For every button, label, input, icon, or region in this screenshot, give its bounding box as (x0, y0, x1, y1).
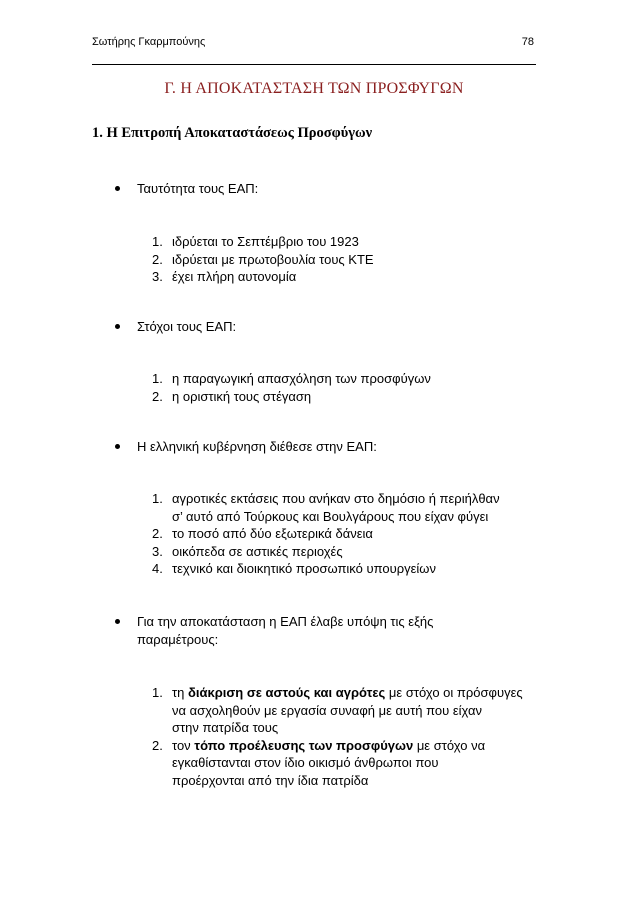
list-item: 1. η παραγωγική απασχόληση των προσφύγων (152, 371, 431, 386)
numbered-list (152, 684, 523, 789)
bullet-text: Ταυτότητα τους ΕΑΠ: (137, 181, 259, 196)
header-page-number: 78 (521, 36, 534, 48)
list-item-continuation: στην πατρίδα τους (172, 720, 279, 735)
list-item: 1. αγροτικές εκτάσεις που ανήκαν στο δημόσιο ή περιήλθαν (152, 491, 500, 506)
header-divider (92, 64, 536, 65)
list-item: 1. τη διάκριση σε αστούς και αγρότες με στόχο οι πρόσφυγες (152, 685, 523, 700)
list-item-continuation: εγκαθίστανται στον ίδιο οικισμό άνθρωποι που (172, 755, 439, 770)
list-item: 2. το ποσό από δύο εξωτερικά δάνεια (152, 526, 373, 541)
list-item-continuation: να ασχοληθούν με εργασία συναφή με αυτή που είχαν (172, 702, 483, 718)
list-item: 2. ιδρύεται με πρωτοβουλία τους ΚΤΕ (152, 251, 374, 267)
list-item: 3. οικόπεδα σε αστικές περιοχές (152, 543, 343, 559)
header-author: Σωτήρης Γκαρμπούνης (92, 36, 206, 48)
bullet-text-line2: παραμέτρους: (137, 632, 219, 647)
bullet-text-line1: Για την αποκατάσταση η ΕΑΠ έλαβε υπόψη τις εξής (137, 614, 434, 629)
list-item: 2. η οριστική τους στέγαση (152, 388, 312, 404)
emphasis-text: τόπο προέλευσης των προσφύγων (194, 737, 414, 753)
bullet-dot (115, 324, 120, 329)
list-item: 3. έχει πλήρη αυτονομία (152, 269, 297, 284)
bullet-text: Η ελληνική κυβέρνηση διέθεσε στην ΕΑΠ: (137, 439, 377, 454)
list-item: 4. τεχνικό και διοικητικό προσωπικό υπουργείων (152, 561, 436, 576)
section-title: Γ. Η ΑΠΟΚΑΤΑΣΤΑΣΗ ΤΩΝ ΠΡΟΣΦΥΓΩΝ (164, 80, 464, 97)
list-item-continuation: σ’ αυτό από Τούρκους και Βουλγάρους που είχαν φύγει (172, 508, 489, 524)
emphasis-text: διάκριση σε αστούς και αγρότες (187, 685, 386, 700)
subtitle: 1. Η Επιτροπή Αποκαταστάσεως Προσφύγων (92, 125, 373, 141)
numbered-list (152, 490, 500, 578)
numbered-list (152, 233, 374, 286)
bullet-dot (115, 619, 120, 624)
bullet-text: Στόχοι τους ΕΑΠ: (137, 319, 237, 334)
numbered-list (152, 370, 431, 405)
list-item: 1. ιδρύεται το Σεπτέμβριο του 1923 (152, 234, 359, 249)
bullet-dot (115, 186, 120, 191)
bullet-dot (115, 444, 120, 449)
list-item: 2. τον τόπο προέλευσης των προσφύγων με στόχο να (152, 737, 486, 753)
list-item-continuation: προέρχονται από την ίδια πατρίδα (172, 772, 369, 788)
